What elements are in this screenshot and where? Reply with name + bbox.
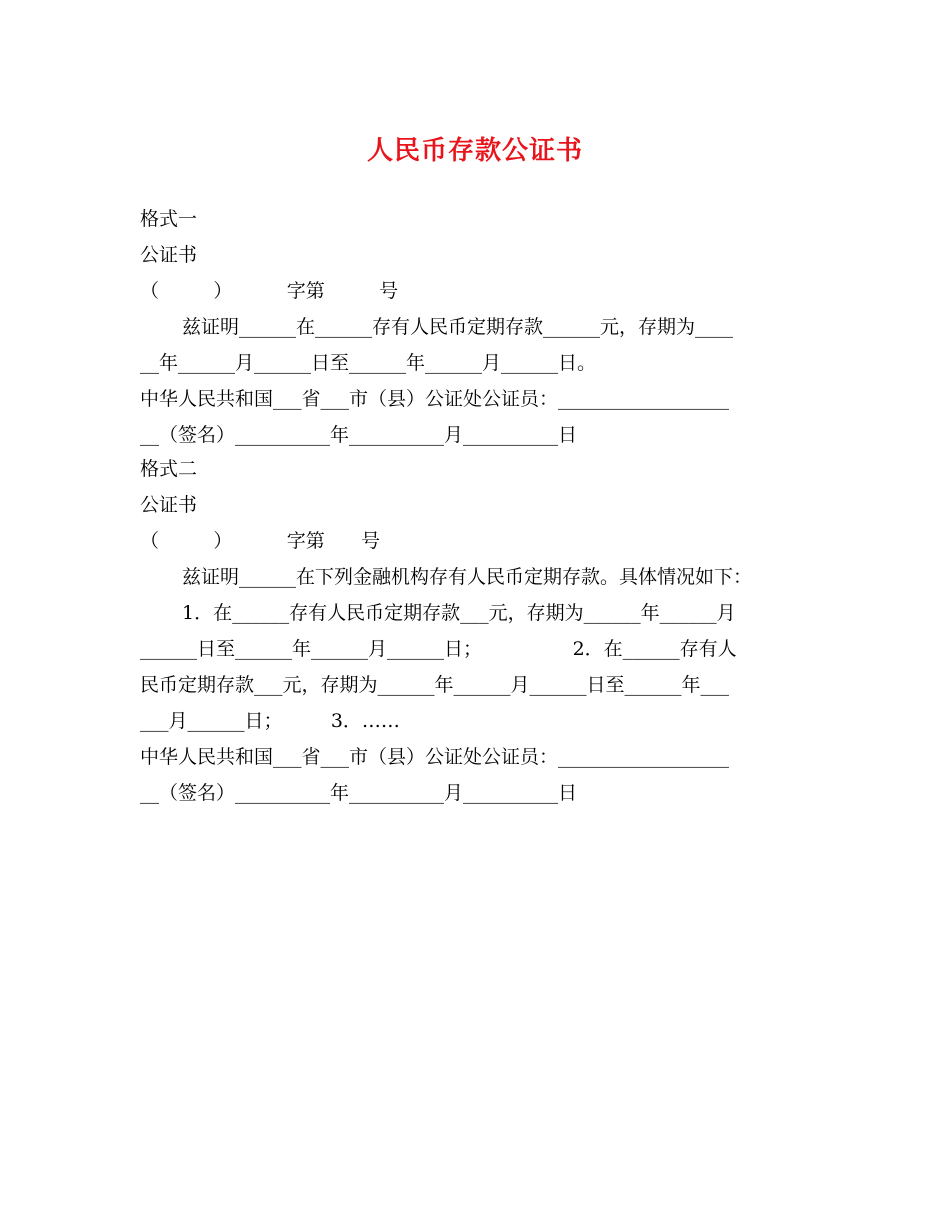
format1-sign-line: __（签名）__________年__________月__________日 xyxy=(140,424,578,446)
format2-body-line: ______日至______年______月______日； 2．在______存有人 xyxy=(140,638,737,660)
page-title: 人民币存款公证书 xyxy=(366,136,583,166)
format1-heading: 格式一 xyxy=(140,208,198,230)
format1-doc-name: 公证书 xyxy=(140,244,198,266)
format1-sign-line: 中华人民共和国___省___市（县）公证处公证员：__________________ xyxy=(140,388,730,410)
format1-body-line: 兹证明______在______存有人民币定期存款______元，存期为____ xyxy=(182,316,734,338)
format2-doc-name: 公证书 xyxy=(140,494,198,516)
format2-body-line: 1．在______存有人民币定期存款___元，存期为______年______月 xyxy=(182,602,736,624)
format2-body-line: 兹证明______在下列金融机构存有人民币定期存款。具体情况如下： xyxy=(182,566,753,588)
format2-number-line: （ ） 字第 号 xyxy=(140,530,380,552)
format2-body-line: ___月______日； 3．…… xyxy=(140,710,400,732)
format2-heading: 格式二 xyxy=(140,458,198,480)
format2-sign-line: __（签名）__________年__________月__________日 xyxy=(140,782,578,804)
format2-body-line: 民币定期存款___元，存期为______年______月______日至______年___ xyxy=(140,674,730,696)
format1-number-line: （ ） 字第 号 xyxy=(140,280,399,302)
format1-body-line: __年______月______日至______年______月______日。 xyxy=(140,352,597,374)
format2-sign-line: 中华人民共和国___省___市（县）公证处公证员：__________________ xyxy=(140,746,730,768)
